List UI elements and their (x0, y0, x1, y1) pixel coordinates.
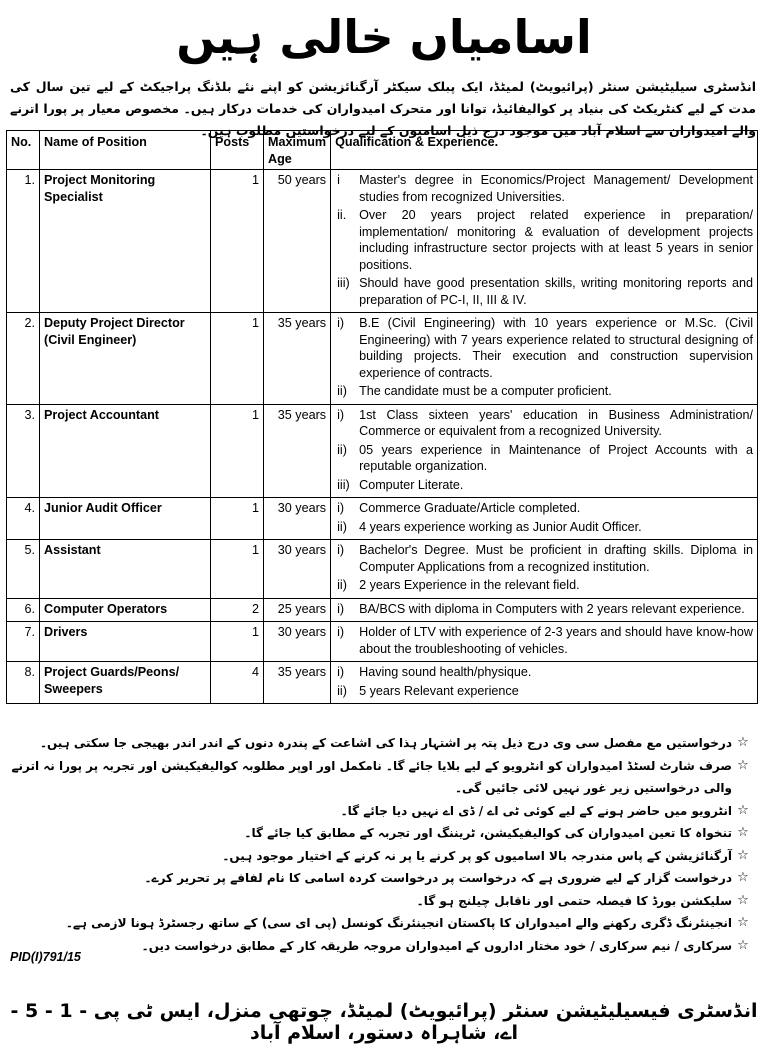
row-number: 3. (7, 404, 40, 498)
posts-count: 1 (211, 540, 264, 599)
qualification-cell (331, 622, 758, 662)
posts-count: 1 (211, 622, 264, 662)
table-row (7, 404, 758, 498)
position-name: Deputy Project Director (Civil Engineer) (40, 313, 211, 405)
qualification-item (335, 383, 753, 400)
qualification-marker: ii) (337, 578, 347, 592)
maximum-age: 50 years (264, 170, 331, 313)
qualification-text: Commerce Graduate/Article completed. (359, 501, 581, 515)
qualification-text: 5 years Relevant experience (359, 683, 519, 698)
qualification-marker: iii) (337, 477, 350, 492)
note-item (8, 935, 754, 958)
maximum-age: 30 years (264, 498, 331, 540)
table-row (7, 598, 758, 622)
qualification-marker: i) (337, 543, 345, 557)
qualification-cell (331, 170, 758, 313)
row-number: 4. (7, 498, 40, 540)
star-bullet-icon: ☆ (737, 870, 749, 885)
posts-count: 1 (211, 498, 264, 540)
posts-count: 1 (211, 404, 264, 498)
position-name: Project Guards/Peons/ Sweepers (40, 662, 211, 704)
qualification-item (335, 275, 753, 308)
table-row (7, 498, 758, 540)
qualification-marker: ii. (337, 208, 347, 222)
qualification-text: 2 years Experience in the relevant field. (359, 578, 580, 592)
qualification-item (335, 601, 753, 618)
qualification-cell (331, 313, 758, 405)
note-text: تنخواہ کا تعین امیدواران کی کوالیفیکیشن، ٹریننگ اور تجربہ کے مطابق کیا جائے گا۔ (244, 826, 732, 840)
row-number: 2. (7, 313, 40, 405)
star-bullet-icon: ☆ (737, 735, 749, 750)
intro-paragraph: انڈسٹری سیلیٹیشن سنٹر (پرائیویٹ) لمیٹڈ، ایک پبلک سیکٹر آرگنائزیشن کو اپنے نئے بلڈنگ پراجیکٹ کے لیے تین سال کی مدت کے لیے کنٹریکٹ کی بنیاد پر کوالیفائیڈ، توانا اور متحرک امیدواران کی خدمات درکار ہیں۔ مخصوص معیار پر پورا اترنے والے امیدواران سے اسلام آباد میں موجود درج ذیل اسامیوں کے لیے درخواستیں مطلوب ہیں۔ (10, 79, 756, 138)
maximum-age: 35 years (264, 404, 331, 498)
position-name: Computer Operators (40, 598, 211, 622)
qualification-marker: i) (337, 316, 345, 330)
positions-table (6, 130, 758, 704)
note-item (8, 867, 754, 890)
position-name: Drivers (40, 622, 211, 662)
qualification-marker: i) (337, 625, 345, 639)
qualification-text: B.E (Civil Engineering) with 10 years experience or M.Sc. (Civil Engineering) with 7 years experience related to structural designing of building projects. Their execution and construction supervision experience of contracts. (359, 316, 753, 380)
maximum-age: 30 years (264, 540, 331, 599)
qualification-item (335, 315, 753, 381)
star-bullet-icon: ☆ (737, 757, 749, 773)
row-number: 7. (7, 622, 40, 662)
note-text: صرف شارٹ لسٹڈ امیدواران کو انٹرویو کے لیے بلایا جائے گا۔ نامکمل اور اوپر مطلوبہ کوالیفیکیشن اور تجربہ پر پورا نہ اترنے والی درخواستیں زیر غور نہیں لائی جائیں گی۔ (11, 758, 732, 795)
note-item (8, 800, 754, 823)
qualification-marker: iii) (337, 276, 350, 290)
footer-address: انڈسٹری فیسیلیٹیشن سنٹر (پرائیویٹ) لمیٹڈ، چوتھی منزل، ایس ٹی پی - 1 - 5 - اے، شاہراہ دستور، اسلام آباد (10, 1000, 758, 1044)
qualification-cell (331, 540, 758, 599)
position-name: Junior Audit Officer (40, 498, 211, 540)
row-number: 5. (7, 540, 40, 599)
qualification-item (335, 542, 753, 575)
qualification-marker: ii) (337, 519, 347, 534)
qualification-text: Master's degree in Economics/Project Management/ Development studies from recognized Universities. (359, 173, 753, 204)
row-number: 6. (7, 598, 40, 622)
posts-count: 2 (211, 598, 264, 622)
note-text: انٹرویو میں حاضر ہونے کے لیے کوئی ٹی اے / ڈی اے نہیں دیا جائے گا۔ (340, 803, 732, 818)
qualification-item (335, 624, 753, 657)
header-qualification: Qualification & Experience. (331, 131, 758, 170)
note-text: سلیکشن بورڈ کا فیصلہ حتمی اور ناقابل چیلنج ہو گا۔ (416, 893, 732, 908)
maximum-age: 25 years (264, 598, 331, 622)
maximum-age: 30 years (264, 622, 331, 662)
page-headline: اسامیاں خالی ہیں (176, 10, 592, 64)
posts-count: 1 (211, 170, 264, 313)
note-text: انجینئرنگ ڈگری رکھنے والے امیدواران کا پاکستان انجینئرنگ کونسل (پی ای سی) کے ساتھ رجسٹرڈ ہونا لازمی ہے۔ (65, 916, 732, 930)
qualification-text: 4 years experience working as Junior Audit Officer. (359, 519, 642, 534)
qualification-item (335, 683, 753, 700)
qualification-item (335, 407, 753, 440)
posts-count: 1 (211, 313, 264, 405)
note-item (8, 822, 754, 845)
qualification-marker: i) (337, 665, 345, 679)
note-text: درخواستیں مع مفصل سی وی درج ذیل پتہ پر اشتہار ہذا کی اشاعت کے پندرہ دنوں کے اندر اندر بھیجی جا سکتی ہیں۔ (39, 736, 732, 750)
qualification-text: Holder of LTV with experience of 2-3 years and should have know-how about the troubleshooting of vehicles. (359, 625, 753, 656)
qualification-item (335, 500, 753, 517)
position-name: Project Accountant (40, 404, 211, 498)
qualification-cell (331, 598, 758, 622)
star-bullet-icon: ☆ (737, 802, 749, 818)
qualification-marker: ii) (337, 683, 347, 698)
qualification-item (335, 442, 753, 475)
qualification-item (335, 172, 753, 205)
table-row (7, 540, 758, 599)
qualification-item (335, 577, 753, 594)
qualification-text: Computer Literate. (359, 477, 464, 492)
note-item (8, 755, 754, 800)
star-bullet-icon: ☆ (737, 847, 749, 863)
qualification-marker: ii) (337, 442, 347, 457)
table-row (7, 622, 758, 662)
row-number: 1. (7, 170, 40, 313)
qualification-marker: i) (337, 407, 345, 422)
posts-count: 4 (211, 662, 264, 704)
note-text: سرکاری / نیم سرکاری / خود مختار اداروں کے امیدواران مروجہ طریقہ کار کے مطابق درخواست دیں۔ (141, 938, 732, 953)
table-row (7, 313, 758, 405)
note-text: آرگنائزیشن کے پاس مندرجہ بالا اسامیوں کو پر کرنے یا پر نہ کرنے کے اختیار موجود ہیں۔ (222, 848, 732, 863)
star-bullet-icon: ☆ (737, 937, 749, 953)
qualification-item (335, 207, 753, 273)
qualification-cell (331, 498, 758, 540)
header-no: No. (7, 131, 40, 170)
table-row (7, 662, 758, 704)
pid-number: PID(I)791/15 (10, 950, 81, 964)
maximum-age: 35 years (264, 313, 331, 405)
row-number: 8. (7, 662, 40, 704)
qualification-cell (331, 404, 758, 498)
qualification-text: Having sound health/physique. (359, 665, 532, 679)
note-item (8, 845, 754, 868)
star-bullet-icon: ☆ (737, 915, 749, 930)
star-bullet-icon: ☆ (737, 892, 749, 908)
qualification-cell (331, 662, 758, 704)
note-item (8, 890, 754, 913)
header-maximum-age: Maximum Age (264, 131, 331, 170)
qualification-text: BA/BCS with diploma in Computers with 2 years relevant experience. (359, 601, 745, 616)
qualification-text: Bachelor's Degree. Must be proficient in drafting skills. Diploma in Computer Applications from a recognized institution. (359, 543, 753, 574)
note-item (8, 912, 754, 935)
qualification-item (335, 477, 753, 494)
qualification-marker: ii) (337, 384, 347, 398)
position-name: Assistant (40, 540, 211, 599)
notes-list (8, 732, 754, 957)
qualification-item (335, 664, 753, 681)
qualification-text: 1st Class sixteen years' education in Business Administration/ Commerce or equivalent from a recognized University. (359, 407, 753, 438)
qualification-marker: i (337, 173, 340, 187)
star-bullet-icon: ☆ (737, 825, 749, 840)
table-body (7, 170, 758, 704)
qualification-marker: i) (337, 601, 345, 616)
qualification-text: The candidate must be a computer proficient. (359, 384, 612, 398)
qualification-text: 05 years experience in Maintenance of Project Accounts with a reputable organization. (359, 442, 753, 473)
note-text: درخواست گزار کے لیے ضروری ہے کہ درخواست پر درخواست کردہ اسامی کا نام لفافے پر تحریر کرے۔ (144, 871, 732, 885)
qualification-item (335, 519, 753, 536)
qualification-text: Over 20 years project related experience in preparation/ implementation/ monitoring & evaluation of development projects including infrastructure sector projects with at least 5 years in senior positions. (359, 208, 753, 272)
table-row (7, 170, 758, 313)
maximum-age: 35 years (264, 662, 331, 704)
position-name: Project Monitoring Specialist (40, 170, 211, 313)
header-posts: Posts (211, 131, 264, 170)
note-item (8, 732, 754, 755)
table-header-row (7, 131, 758, 170)
header-name-of-position: Name of Position (40, 131, 211, 170)
qualification-text: Should have good presentation skills, writing monitoring reports and preparation of PC-I, II, III & IV. (359, 276, 753, 307)
qualification-marker: i) (337, 501, 345, 515)
